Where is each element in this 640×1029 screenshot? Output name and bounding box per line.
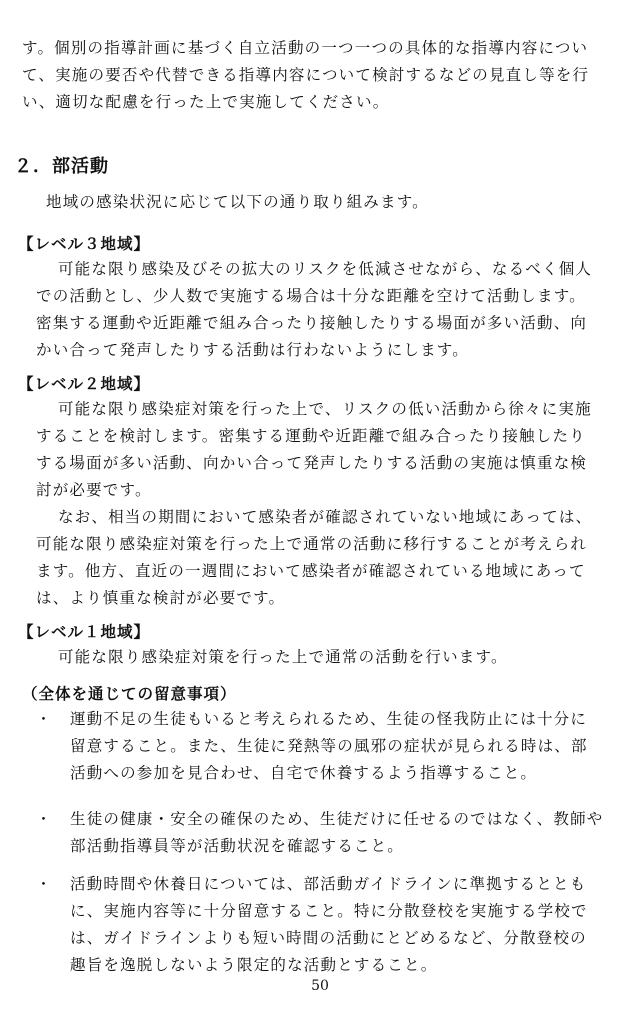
section-lead: 地域の感染状況に応じて以下の通り取り組みます。 bbox=[46, 193, 429, 211]
section-heading: ２．部活動 bbox=[14, 156, 109, 177]
intro-line: て、実施の要否や代替できる指導内容について検討するなどの見直し等を行 bbox=[22, 66, 590, 84]
level-2-title: 【レベル２地域】 bbox=[18, 375, 151, 393]
page-number: 50 bbox=[311, 978, 329, 994]
level-1-title: 【レベル１地域】 bbox=[18, 623, 151, 641]
note-line: 留意すること。また、生徒に発熱等の風邪の症状が見られる時は、部 bbox=[70, 737, 588, 755]
level-1-line: 可能な限り感染症対策を行った上で通常の活動を行います。 bbox=[58, 648, 508, 666]
level-2-line: することを検討します。密集する運動や近距離で組み合ったり接触したり bbox=[36, 427, 586, 445]
level-2-line: 討が必要です。 bbox=[36, 481, 152, 499]
note-line: は、ガイドラインよりも短い時間の活動にとどめるなど、分散登校の bbox=[70, 929, 587, 947]
note-line: 部活動指導員等が活動状況を確認すること。 bbox=[70, 837, 405, 855]
level-3-title: 【レベル３地域】 bbox=[18, 235, 151, 253]
level-3-line: かい合って発声したりする活動は行わないようにします。 bbox=[36, 341, 469, 359]
level-2-line: は、より慎重な検討が必要です。 bbox=[36, 589, 286, 607]
level-2-line: する場面が多い活動、向かい合って発声したりする活動の実施は慎重な検 bbox=[36, 454, 588, 472]
notes-title: （全体を通じての留意事項） bbox=[22, 685, 237, 703]
note-line: に、実施内容等に十分留意すること。特に分散登校を実施する学校で bbox=[70, 902, 588, 920]
level-3-line: 可能な限り感染及びその拡大のリスクを低減させながら、なるべく個人 bbox=[58, 260, 593, 278]
level-2-line: 可能な限り感染症対策を行った上で、リスクの低い活動から徐々に実施 bbox=[58, 400, 592, 418]
level-2-line: ます。他方、直近の一週間において感染者が確認されている地域にあって bbox=[36, 562, 586, 580]
level-3-line: での活動とし、少人数で実施する場合は十分な距離を空けて活動します。 bbox=[36, 287, 586, 305]
note-line: 活動時間や休養日については、部活動ガイドラインに準拠するととも bbox=[70, 875, 587, 893]
level-2-line: 可能な限り感染症対策を行った上で通常の活動に移行することが考えられ bbox=[36, 535, 588, 553]
note-line: 生徒の健康・安全の確保のため、生徒だけに任せるのではなく、教師や bbox=[70, 810, 604, 828]
note-line: 趣旨を逸脱しないよう限定的な活動とすること。 bbox=[70, 956, 438, 974]
bullet-icon: ・ bbox=[36, 875, 52, 893]
intro-line: い、適切な配慮を行った上で実施してください。 bbox=[22, 93, 390, 111]
bullet-icon: ・ bbox=[36, 810, 52, 828]
bullet-icon: ・ bbox=[36, 710, 52, 728]
note-line: 活動への参加を見合わせ、自宅で休養するよう指導すること。 bbox=[70, 764, 538, 782]
level-3-line: 密集する運動や近距離で組み合ったり接触したりする場面が多い活動、向 bbox=[36, 314, 588, 332]
note-line: 運動不足の生徒もいると考えられるため、生徒の怪我防止には十分に bbox=[70, 710, 588, 728]
level-2-line: なお、相当の期間において感染者が確認されていない地域にあっては、 bbox=[58, 508, 593, 526]
intro-line: す。個別の指導計画に基づく自立活動の一つ一つの具体的な指導内容につい bbox=[22, 39, 589, 57]
